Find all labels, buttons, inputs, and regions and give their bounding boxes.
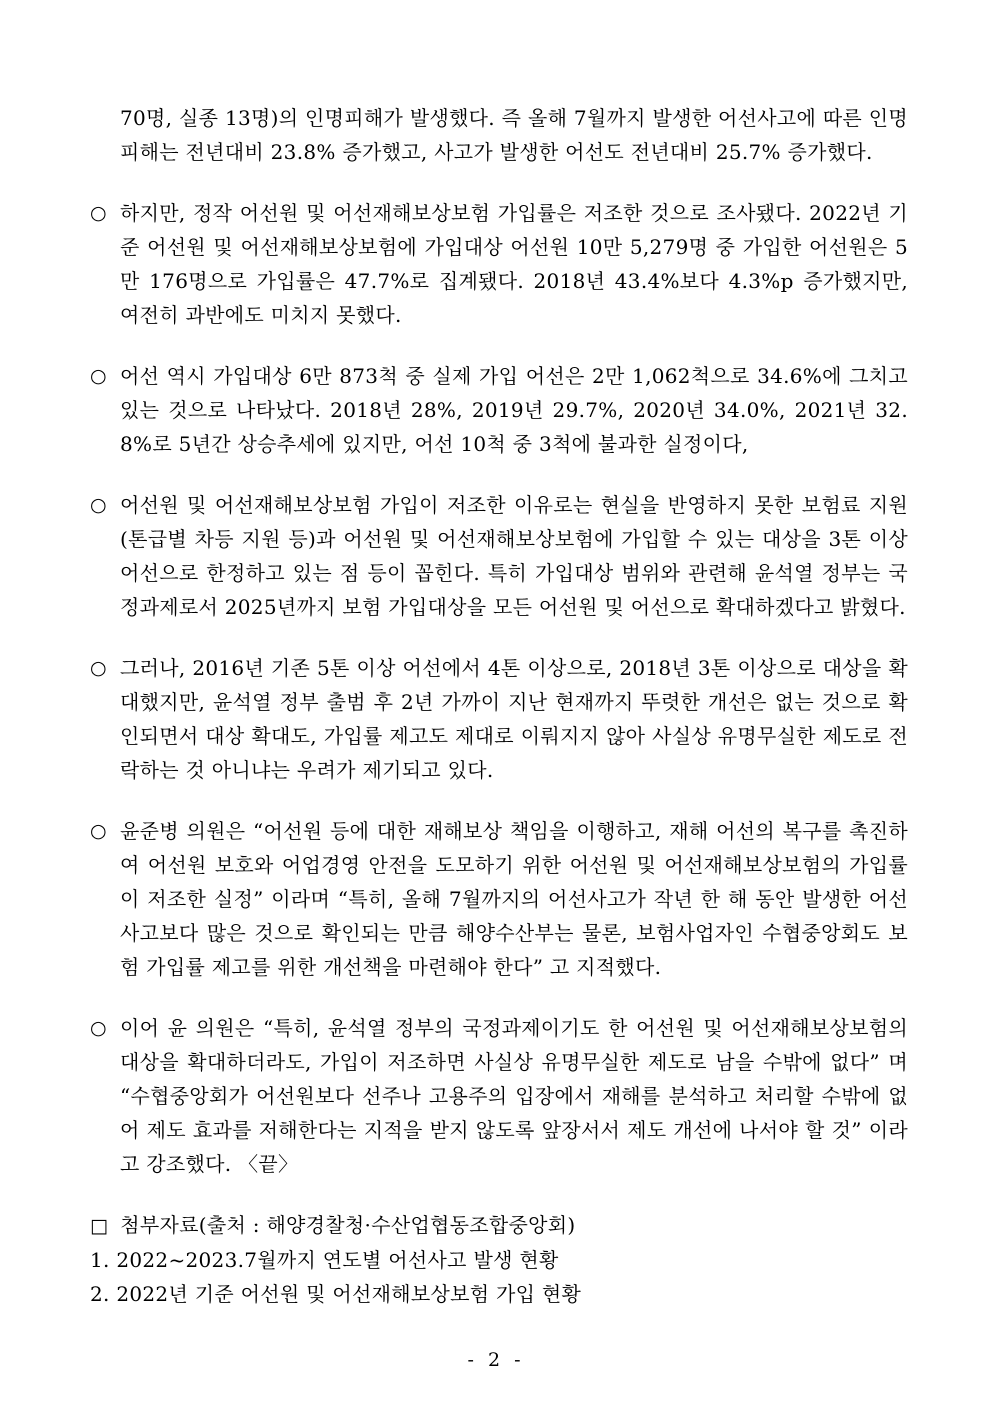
paragraph-text: 윤준병 의원은 “어선원 등에 대한 재해보상 책임을 이행하고, 재해 어선의 복구를 촉진하여 어선원 보호와 어업경영 안전을 도모하기 위한 어선원 및 어선재해보상보험의 가입률이 저조한 실정” 이라며 “특히, 올해 7월까지의 어선사고가 작년 한 해 동안 발생한 어선사고보다 많은 것으로 확인되는 만큼 해양수산부는 물론, 보험사업자인 수협중앙회도 보험 가입률 제고를 위한 개선책을 마련해야 한다” 고 지적했다. (120, 819, 908, 979)
attachments-section (90, 1208, 908, 1311)
paragraph-text: 그러나, 2016년 기존 5톤 이상 어선에서 4톤 이상으로, 2018년 3톤 이상으로 대상을 확대했지만, 윤석열 정부 출범 후 2년 가까이 지난 현재까지 뚜렷한 개선은 없는 것으로 확인되면서 대상 확대도, 가입률 제고도 제대로 이뤄지지 않아 사실상 유명무실한 제도로 전락하는 것 아니냐는 우려가 제기되고 있다. (120, 656, 908, 782)
paragraph (90, 651, 908, 787)
paragraph-text: 하지만, 정작 어선원 및 어선재해보상보험 가입률은 저조한 것으로 조사됐다. 2022년 기준 어선원 및 어선재해보상보험에 가입대상 어선원 10만 5,279명 중 가입한 어선원은 5만 176명으로 가입률은 47.7%로 집계됐다. 2018년 43.4%보다 4.3%p 증가했지만, 여전히 과반에도 미치지 못했다. (120, 201, 908, 327)
circle-bullet: ○ (90, 202, 107, 224)
attachment-item: 2. 2022년 기준 어선원 및 어선재해보상보험 가입 현황 (90, 1282, 582, 1306)
paragraph (90, 488, 908, 624)
attachments-heading (90, 1208, 908, 1243)
circle-bullet: ○ (90, 365, 107, 387)
paragraph-text: 어선원 및 어선재해보상보험 가입이 저조한 이유로는 현실을 반영하지 못한 보험료 지원(톤급별 차등 지원 등)과 어선원 및 어선재해보상보험에 가입할 수 있는 대상을 3톤 이상 어선으로 한정하고 있는 점 등이 꼽힌다. 특히 가입대상 범위와 관련해 윤석열 정부는 국정과제로서 2025년까지 보험 가입대상을 모든 어선원 및 어선으로 확대하겠다고 밝혔다. (120, 493, 908, 619)
circle-bullet: ○ (90, 494, 107, 516)
paragraph (90, 1011, 908, 1181)
paragraph-text: 어선 역시 가입대상 6만 873척 중 실제 가입 어선은 2만 1,062척으로 34.6%에 그치고 있는 것으로 나타났다. 2018년 28%, 2019년 29.7%, 2020년 34.0%, 2021년 32.8%로 5년간 상승추세에 있지만, 어선 10척 중 3척에 불과한 실정이다, (120, 364, 908, 456)
paragraph (90, 196, 908, 332)
paragraph (90, 359, 908, 461)
attachment-item: 1. 2022~2023.7월까지 연도별 어선사고 발생 현황 (90, 1248, 559, 1272)
circle-bullet: ○ (90, 1017, 107, 1039)
page-number: - 2 - (467, 1349, 525, 1371)
square-bullet: □ (90, 1215, 109, 1237)
attachments-heading-text: 첨부자료(출처 : 해양경찰청·수산업협동조합중앙회) (120, 1213, 576, 1237)
paragraph-continuation (90, 101, 908, 169)
circle-bullet: ○ (90, 820, 107, 842)
paragraph (90, 814, 908, 984)
paragraph-text: 70명, 실종 13명)의 인명피해가 발생했다. 즉 올해 7월까지 발생한 어선사고에 따른 인명피해는 전년대비 23.8% 증가했고, 사고가 발생한 어선도 전년대비 25.7% 증가했다. (120, 106, 908, 164)
circle-bullet: ○ (90, 657, 107, 679)
paragraph-text: 이어 윤 의원은 “특히, 윤석열 정부의 국정과제이기도 한 어선원 및 어선재해보상보험의 대상을 확대하더라도, 가입이 저조하면 사실상 유명무실한 제도로 남을 수밖에 없다” 며 “수협중앙회가 어선원보다 선주나 고용주의 입장에서 재해를 분석하고 처리할 수밖에 없어 제도 효과를 저해한다는 지적을 받지 않도록 앞장서서 제도 개선에 나서야 할 것” 이라고 강조했다. 〈끝〉 (120, 1016, 908, 1176)
document-body (90, 101, 908, 1311)
